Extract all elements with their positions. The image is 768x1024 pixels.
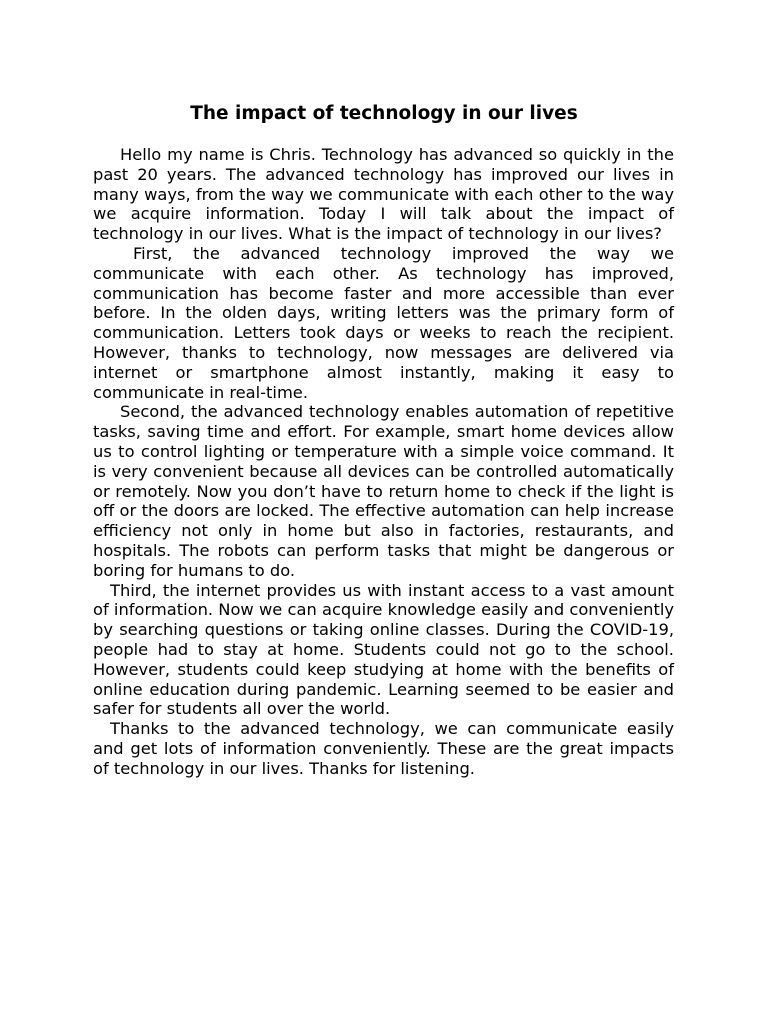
paragraph-information: Third, the internet provides us with instant access to a vast amount of information. Now we can acquire knowledge easily and conveniently by searching questions or taking online classes. During the COVID-19, people had to stay at home. Students could not go to the school. However, students could keep studying at home with the benefits of online education during pandemic. Learning seemed to be easier and safer for students all over the world. (93, 580, 674, 719)
paragraph-communication: First, the advanced technology improved the way we communicate with each other. As technology has improved, communication has become faster and more accessible than ever before. In the olden days, writing letters was the primary form of communication. Letters took days or weeks to reach the recipient. However, thanks to technology, now messages are delivered via internet or smartphone almost instantly, making it easy to communicate in real-time. (93, 243, 674, 402)
paragraph-conclusion: Thanks to the advanced technology, we can communicate easily and get lots of information conveniently. These are the great impacts of technology in our lives. Thanks for listening. (93, 719, 674, 778)
paragraph-automation: Second, the advanced technology enables automation of repetitive tasks, saving time and effort. For example, smart home devices allow us to control lighting or temperature with a simple voice command. It is very convenient because all devices can be controlled automatically or remotely. Now you don’t have to return home to check if the light is off or the doors are locked. The effective automation can help increase efficiency not only in home but also in factories, restaurants, and hospitals. The robots can perform tasks that might be dangerous or boring for humans to do. (93, 402, 674, 580)
paragraph-intro: Hello my name is Chris. Technology has advanced so quickly in the past 20 years. The advanced technology has improved our lives in many ways, from the way we communicate with each other to the way we acquire information. Today I will talk about the impact of technology in our lives. What is the impact of technology in our lives? (93, 145, 674, 244)
document-title: The impact of technology in our lives (190, 103, 578, 124)
document-body (93, 145, 674, 779)
